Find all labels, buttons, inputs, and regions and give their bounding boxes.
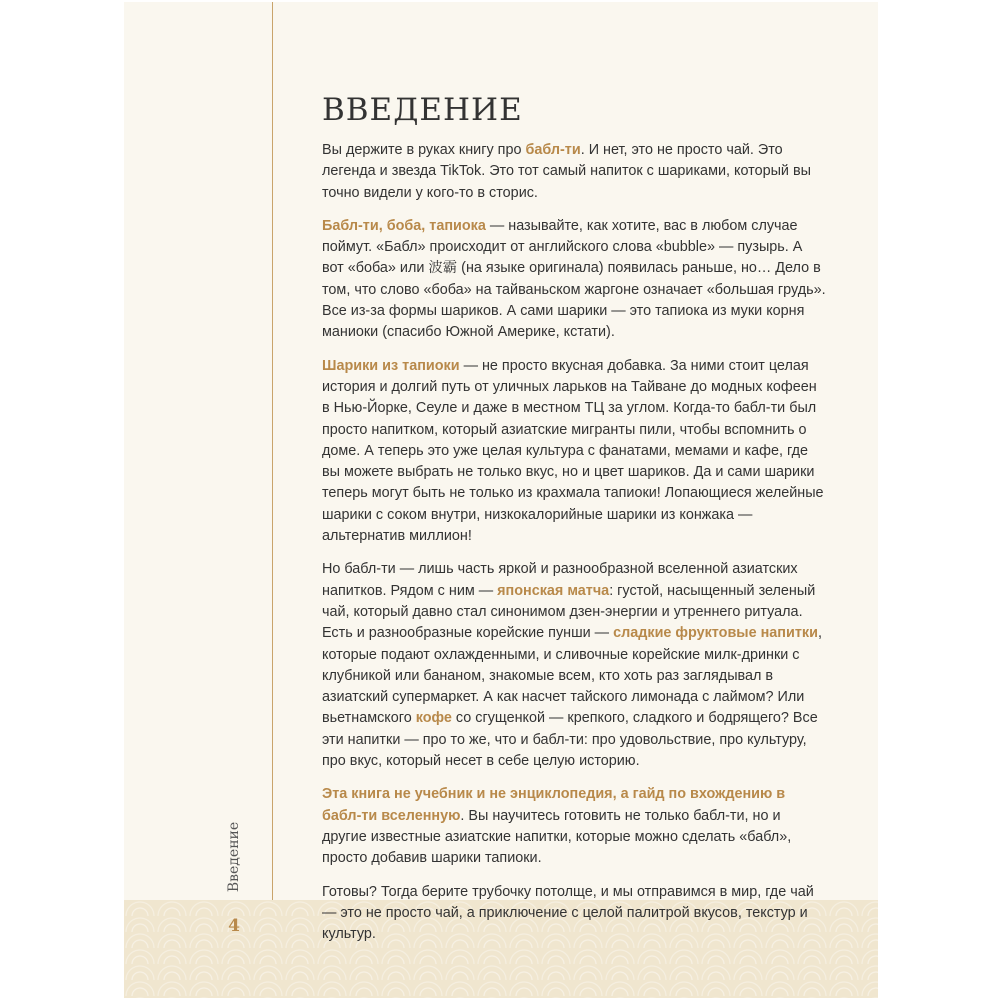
highlighted-term: Шарики из тапиоки — [322, 357, 460, 374]
page-content — [322, 90, 828, 957]
paragraph — [322, 216, 828, 344]
margin-rule — [272, 2, 273, 996]
paragraph-text: — не просто вкусная добавка. За ними стоит целая история и долгий путь от уличных ларьков на Тайване до модных кофеен в Нью-Йорке, Сеуле и даже в местном ТЦ за углом. Когда-то бабл-ти был просто напитком, который азиатские мигранты пили, чтобы вспомнить о доме. А теперь это уже целая культура с фанатами, мемами и кафе, где вы можете выбрать не только вкус, но и цвет шариков. Да и сами шарики теперь могут быть не только из крахмала тапиоки! Лопающиеся желейные шарики с соком внутри, низкокалорийные шарики из конжака — альтернатив миллион! — [322, 357, 824, 545]
highlighted-term: японская матча — [497, 582, 610, 599]
page-number: 4 — [228, 916, 240, 936]
paragraph — [322, 356, 828, 548]
paragraph — [322, 559, 828, 772]
paragraph-text: , которые подают охлажденными, и сливочные корейские милк-дринки с клубникой или бананом, знакомые всем, кто хоть раз заглядывал в азиатский супермаркет. А как насчет тайского лимонада с лаймом? Или вьетнамского — [322, 625, 822, 727]
highlighted-term: Эта книга не учебник и не энциклопедия, а гайд по вхождению в бабл-ти вселенную — [322, 786, 786, 824]
paragraph-text: . И нет, это не просто чай. Это легенда и звезда TikTok. Это тот самый напиток с шариками, который вы точно видели у кого-то в сторис. — [322, 142, 811, 201]
paragraph-text: Но бабл-ти — лишь часть яркой и разнообразной вселенной азиатских напитков. Рядом с ним — — [322, 561, 798, 599]
book-page — [124, 2, 878, 998]
highlighted-term: бабл-ти — [525, 142, 581, 158]
paragraph — [322, 784, 828, 869]
chapter-side-label-text: Введение — [226, 821, 242, 893]
page-title: ВВЕДЕНИЕ — [322, 92, 523, 128]
paragraph — [322, 882, 828, 946]
highlighted-term: кофе — [415, 710, 452, 727]
highlighted-term: Бабл-ти, боба, тапиока — [322, 217, 486, 234]
paragraph — [322, 140, 828, 204]
body-text — [322, 140, 828, 945]
paragraph-text: Готовы? Тогда берите трубочку потолще, и мы отправимся в мир, где чай — это не просто чай, а приключение с целой палитрой вкусов, текстур и культур. — [322, 883, 814, 943]
paragraph-text: : густой, насыщенный зеленый чай, который давно стал синонимом дзен-энергии и утреннего ритуала. Есть и разнообразные корейские пунши — — [322, 582, 816, 642]
chapter-side-label — [220, 822, 248, 892]
paragraph-text: Вы держите в руках книгу про — [322, 142, 526, 158]
highlighted-term: сладкие фруктовые напитки — [613, 625, 818, 642]
paragraph-text: со сгущенкой — крепкого, сладкого и бодрящего? Все эти напитки — про то же, что и бабл-ти: про удовольствие, про культуру, про вкус, который несет в себе целую историю. — [322, 710, 818, 770]
paragraph-text: — называйте, как хотите, вас в любом случае поймут. «Бабл» происходит от английского слова «bubble» — пузырь. А вот «боба» или 波霸 (на языке оригинала) появилась раньше, но… Дело в том, что слово «боба» на тайваньском жаргоне означает «большая грудь». Все из-за формы шариков. А сами шарики — это тапиока из муки корня маниоки (спасибо Южной Америке, кстати). — [322, 217, 826, 341]
paragraph-text: . Вы научитесь готовить не только бабл-ти, но и другие известные азиатские напитки, которые можно сделать «бабл», просто добавив шарики тапиоки. — [322, 807, 792, 867]
